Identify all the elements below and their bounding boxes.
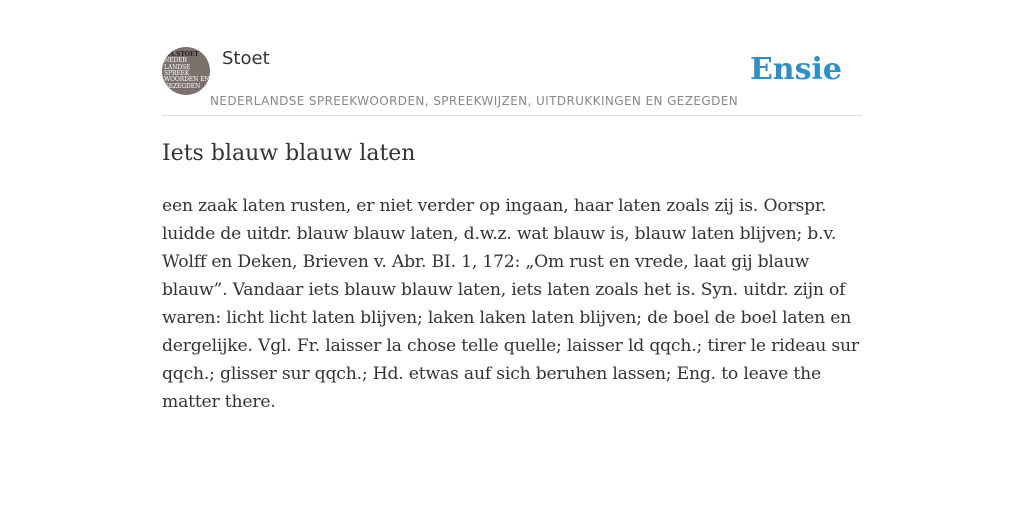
avatar-text-line: SPREEK bbox=[164, 70, 190, 77]
avatar-text-line: GEZEGDEN bbox=[164, 82, 201, 90]
entry-definition: een zaak laten rusten, er niet verder op ingaan, haar laten zoals zij is. Oorspr. luidde de uitdr. blauw blauw laten, d.w.z. wat blauw is, blauw laten blijven; b.v. Wolff en Deken, Brieven v. Abr. BI. 1, 172: „Om rust en vrede, laat gij blauw blauw”. Vandaar iets blauw blauw laten, iets laten zoals het is. Syn. uitdr. zijn of waren: licht licht laten blijven; laken laken laten blijven; de boel de boel laten en dergelijke. Vgl. Fr. laisser la chose telle quelle; laisser ld qqch.; tirer le rideau sur qqch.; glisser sur qqch.; Hd. etwas auf sich beruhen lassen; Eng. to leave the matter there. bbox=[162, 196, 859, 412]
source-header bbox=[162, 46, 862, 116]
ensie-logo-link[interactable]: Ensie bbox=[749, 52, 842, 87]
avatar-text-line: F.A.STOET bbox=[164, 50, 199, 58]
avatar-text-line: WOORDEN EN bbox=[164, 76, 210, 84]
avatar-text-line: LANDSE bbox=[164, 63, 191, 71]
source-avatar[interactable] bbox=[162, 47, 210, 95]
entry-term: Iets blauw blauw laten bbox=[162, 141, 416, 166]
avatar-text-line: NEDER bbox=[164, 57, 187, 65]
source-subtitle: NEDERLANDSE SPREEKWOORDEN, SPREEKWIJZEN, UITDRUKKINGEN EN GEZEGDEN bbox=[210, 94, 739, 108]
source-name-link[interactable]: Stoet bbox=[222, 48, 270, 69]
